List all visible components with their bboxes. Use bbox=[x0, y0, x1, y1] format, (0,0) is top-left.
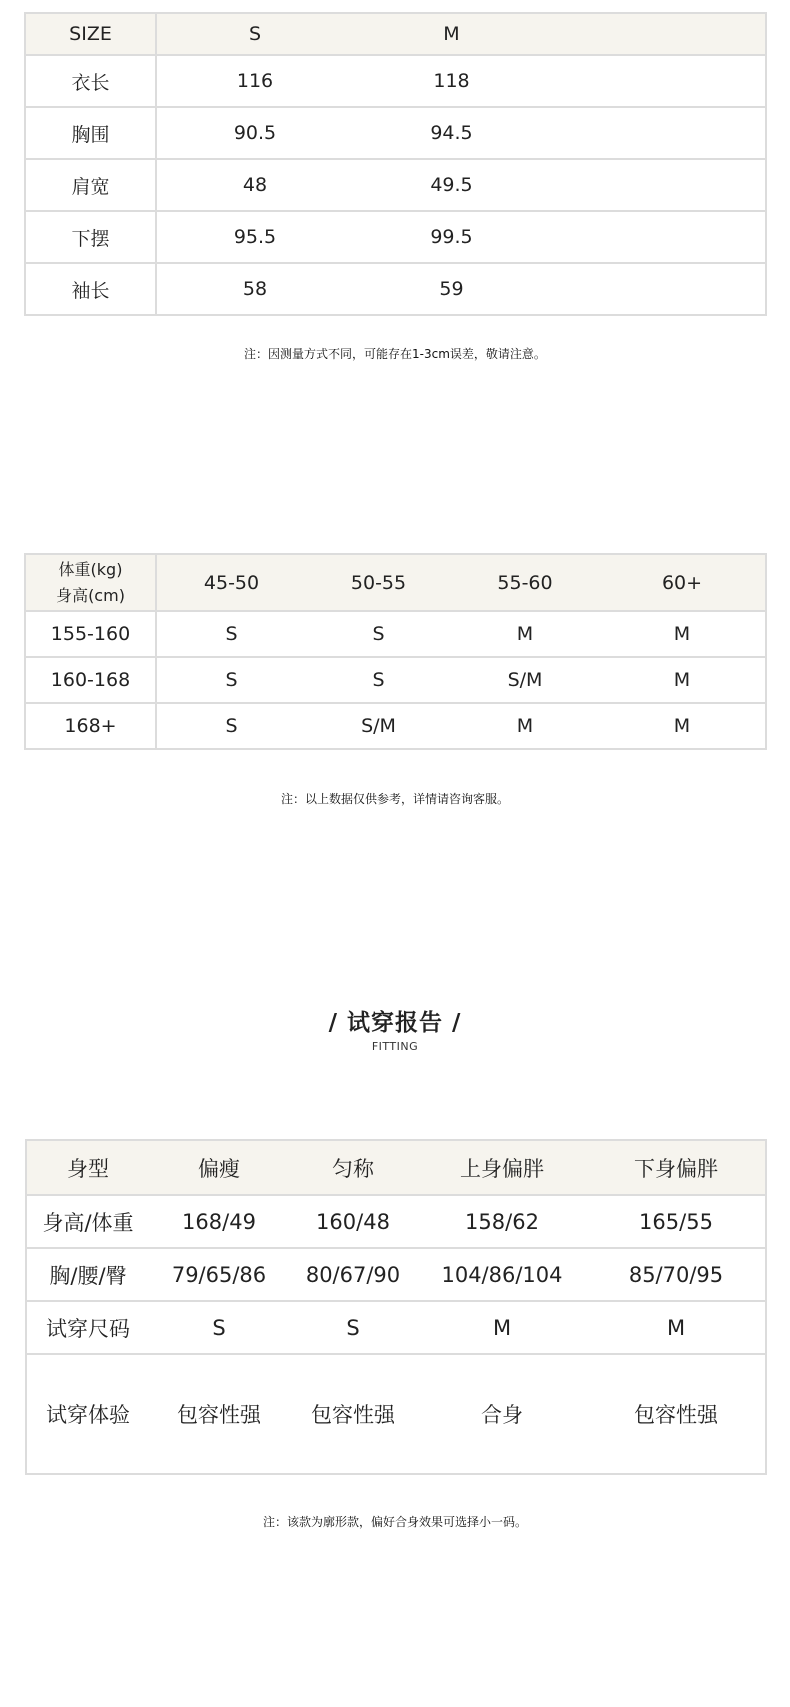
table-cell: 158/62 bbox=[417, 1195, 587, 1248]
table-cell: S bbox=[289, 1301, 417, 1354]
table-cell-empty bbox=[550, 107, 766, 159]
table-cell: 包容性强 bbox=[289, 1354, 417, 1474]
table-cell: M bbox=[599, 611, 766, 657]
table-cell: M bbox=[451, 703, 599, 749]
fitting-header-row bbox=[26, 1140, 766, 1195]
table-row bbox=[25, 611, 766, 657]
table-row bbox=[25, 55, 766, 107]
table-cell: 99.5 bbox=[353, 211, 550, 263]
table-cell: M bbox=[451, 611, 599, 657]
table-cell: 80/67/90 bbox=[289, 1248, 417, 1301]
table-row bbox=[25, 159, 766, 211]
weight-range-header: 45-50 bbox=[156, 554, 306, 611]
table-cell: 49.5 bbox=[353, 159, 550, 211]
table-cell: 58 bbox=[156, 263, 353, 315]
table-cell: S/M bbox=[451, 657, 599, 703]
table-cell: 包容性强 bbox=[587, 1354, 766, 1474]
measure-label: 袖长 bbox=[25, 263, 156, 315]
fitting-row-label: 胸/腰/臀 bbox=[26, 1248, 149, 1301]
table-cell: S/M bbox=[306, 703, 451, 749]
weight-range-header: 60+ bbox=[599, 554, 766, 611]
measure-label: 肩宽 bbox=[25, 159, 156, 211]
table-cell: 85/70/95 bbox=[587, 1248, 766, 1301]
weight-range-header: 55-60 bbox=[451, 554, 599, 611]
recommend-corner-cell bbox=[25, 554, 156, 611]
table-cell: 包容性强 bbox=[149, 1354, 289, 1474]
fitting-header-cell: 上身偏胖 bbox=[417, 1140, 587, 1195]
measure-label: 下摆 bbox=[25, 211, 156, 263]
table-row bbox=[25, 107, 766, 159]
table-cell-empty bbox=[550, 211, 766, 263]
table-row bbox=[26, 1195, 766, 1248]
height-range-label: 168+ bbox=[25, 703, 156, 749]
table-cell: 165/55 bbox=[587, 1195, 766, 1248]
measure-label: 胸围 bbox=[25, 107, 156, 159]
fitting-note: 注：该款为廓形款，偏好合身效果可选择小一码。 bbox=[262, 1515, 527, 1529]
corner-weight-label: 体重(kg) bbox=[58, 559, 123, 579]
table-cell: 79/65/86 bbox=[149, 1248, 289, 1301]
fitting-header-cell: 下身偏胖 bbox=[587, 1140, 766, 1195]
table-cell: 160/48 bbox=[289, 1195, 417, 1248]
size-header-label: SIZE bbox=[25, 13, 156, 55]
table-cell: 48 bbox=[156, 159, 353, 211]
size-header-empty bbox=[550, 13, 766, 55]
corner-height-label: 身高(cm) bbox=[56, 585, 125, 605]
height-range-label: 155-160 bbox=[25, 611, 156, 657]
table-cell: 116 bbox=[156, 55, 353, 107]
table-cell: S bbox=[156, 657, 306, 703]
table-cell-empty bbox=[550, 55, 766, 107]
table-cell: 59 bbox=[353, 263, 550, 315]
recommend-note: 注：以上数据仅供参考，详情请咨询客服。 bbox=[280, 792, 509, 806]
table-cell: M bbox=[599, 703, 766, 749]
table-cell: M bbox=[599, 657, 766, 703]
table-row bbox=[25, 211, 766, 263]
size-header-s: S bbox=[156, 13, 353, 55]
table-cell: M bbox=[417, 1301, 587, 1354]
table-cell: S bbox=[306, 657, 451, 703]
table-cell: 90.5 bbox=[156, 107, 353, 159]
weight-range-header: 50-55 bbox=[306, 554, 451, 611]
table-cell: S bbox=[156, 611, 306, 657]
table-cell: M bbox=[587, 1301, 766, 1354]
table-cell-empty bbox=[550, 159, 766, 211]
table-cell: 104/86/104 bbox=[417, 1248, 587, 1301]
fitting-subtitle: FITTING bbox=[371, 1040, 419, 1053]
fitting-report-table bbox=[25, 1139, 767, 1475]
table-row bbox=[25, 657, 766, 703]
size-chart-header-row bbox=[25, 13, 766, 55]
height-range-label: 160-168 bbox=[25, 657, 156, 703]
fitting-header-cell: 匀称 bbox=[289, 1140, 417, 1195]
size-header-m: M bbox=[353, 13, 550, 55]
table-cell: 94.5 bbox=[353, 107, 550, 159]
table-row bbox=[25, 263, 766, 315]
table-cell: 95.5 bbox=[156, 211, 353, 263]
table-row bbox=[26, 1354, 766, 1474]
fitting-row-label: 试穿体验 bbox=[26, 1354, 149, 1474]
table-cell: 118 bbox=[353, 55, 550, 107]
table-row bbox=[26, 1301, 766, 1354]
table-cell: 合身 bbox=[417, 1354, 587, 1474]
measure-label: 衣长 bbox=[25, 55, 156, 107]
table-cell: S bbox=[306, 611, 451, 657]
fitting-row-label: 试穿尺码 bbox=[26, 1301, 149, 1354]
size-chart-table bbox=[24, 12, 767, 316]
size-recommendation-table bbox=[24, 553, 767, 750]
table-cell: S bbox=[156, 703, 306, 749]
fitting-row-label: 身高/体重 bbox=[26, 1195, 149, 1248]
table-row bbox=[26, 1248, 766, 1301]
size-chart-note: 注：因测量方式不同，可能存在1-3cm误差，敬请注意。 bbox=[244, 347, 546, 361]
table-row bbox=[25, 703, 766, 749]
table-cell: S bbox=[149, 1301, 289, 1354]
fitting-header-cell: 身型 bbox=[26, 1140, 149, 1195]
table-cell-empty bbox=[550, 263, 766, 315]
recommend-header-row bbox=[25, 554, 766, 611]
fitting-header-cell: 偏瘦 bbox=[149, 1140, 289, 1195]
fitting-title: / 试穿报告 / bbox=[328, 1010, 462, 1036]
table-cell: 168/49 bbox=[149, 1195, 289, 1248]
